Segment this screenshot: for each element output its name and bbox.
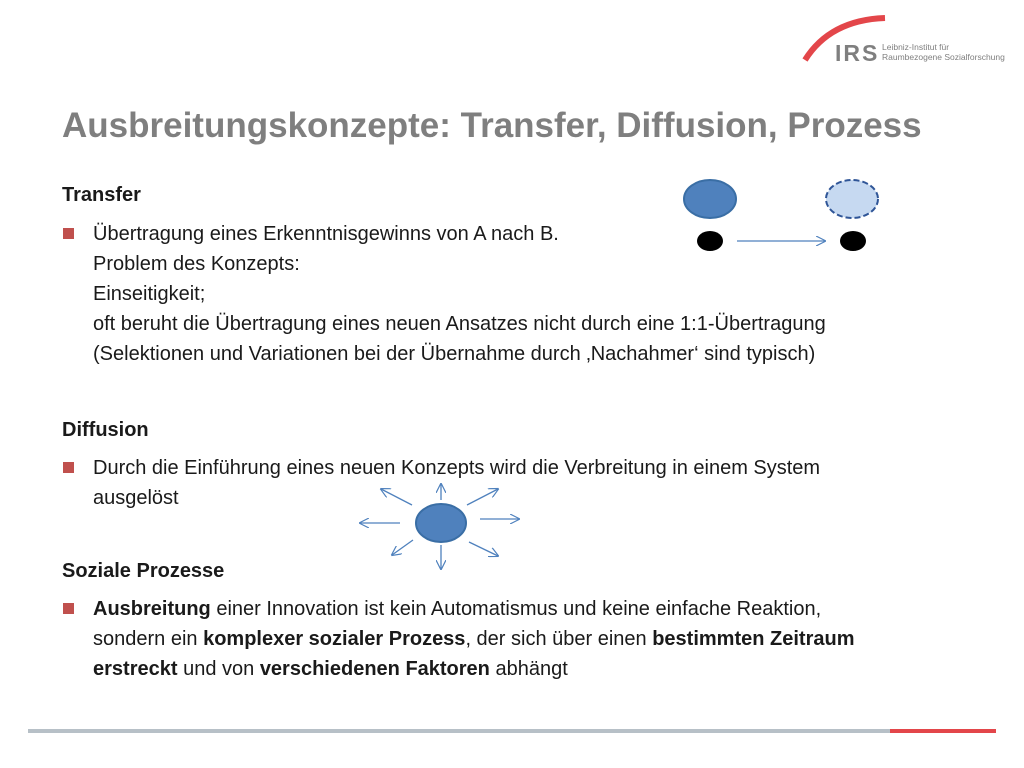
transfer-heading: Transfer [62, 184, 141, 206]
diffusion-text: Durch die Einführung eines neuen Konzepts wird die Verbreitung in einem System ausgelöst [93, 457, 821, 509]
diffusion-arrow [469, 542, 498, 556]
diffusion-arrow [392, 540, 413, 555]
social-text: Ausbreitung einer Innovation ist kein Automatismus und keine einfache Reaktion, sondern ein komplexer sozialer Prozess, der sich über einen bestimmten Zeitraum erstreckt und von verschiedenen Faktoren abhängt [93, 598, 855, 680]
logo-text: IRS [835, 40, 880, 66]
diffusion-arrow [467, 489, 498, 505]
logo-subtitle: Leibniz-Institut für Raumbezogene Sozialforschung [882, 42, 1005, 62]
transfer-text: Übertragung eines Erkenntnisgewinns von A nach B. Problem des Konzepts: Einseitigkeit; oft beruht die Übertragung eines neuen Ansatzes nicht durch eine 1:1-Übertragung (Selektionen und Variationen bei der Übernahme durch ‚Nachahmer‘ sind typisch) [93, 223, 826, 365]
diffusion-heading: Diffusion [62, 419, 149, 441]
footer-bar [28, 729, 890, 733]
page-title: Ausbreitungskonzepte: Transfer, Diffusion, Prozess [62, 106, 922, 145]
footer-accent-bar [890, 729, 996, 733]
social-heading: Soziale Prozesse [62, 560, 225, 582]
diffusion-center-circle [416, 504, 466, 542]
diffusion-arrow [381, 489, 412, 505]
